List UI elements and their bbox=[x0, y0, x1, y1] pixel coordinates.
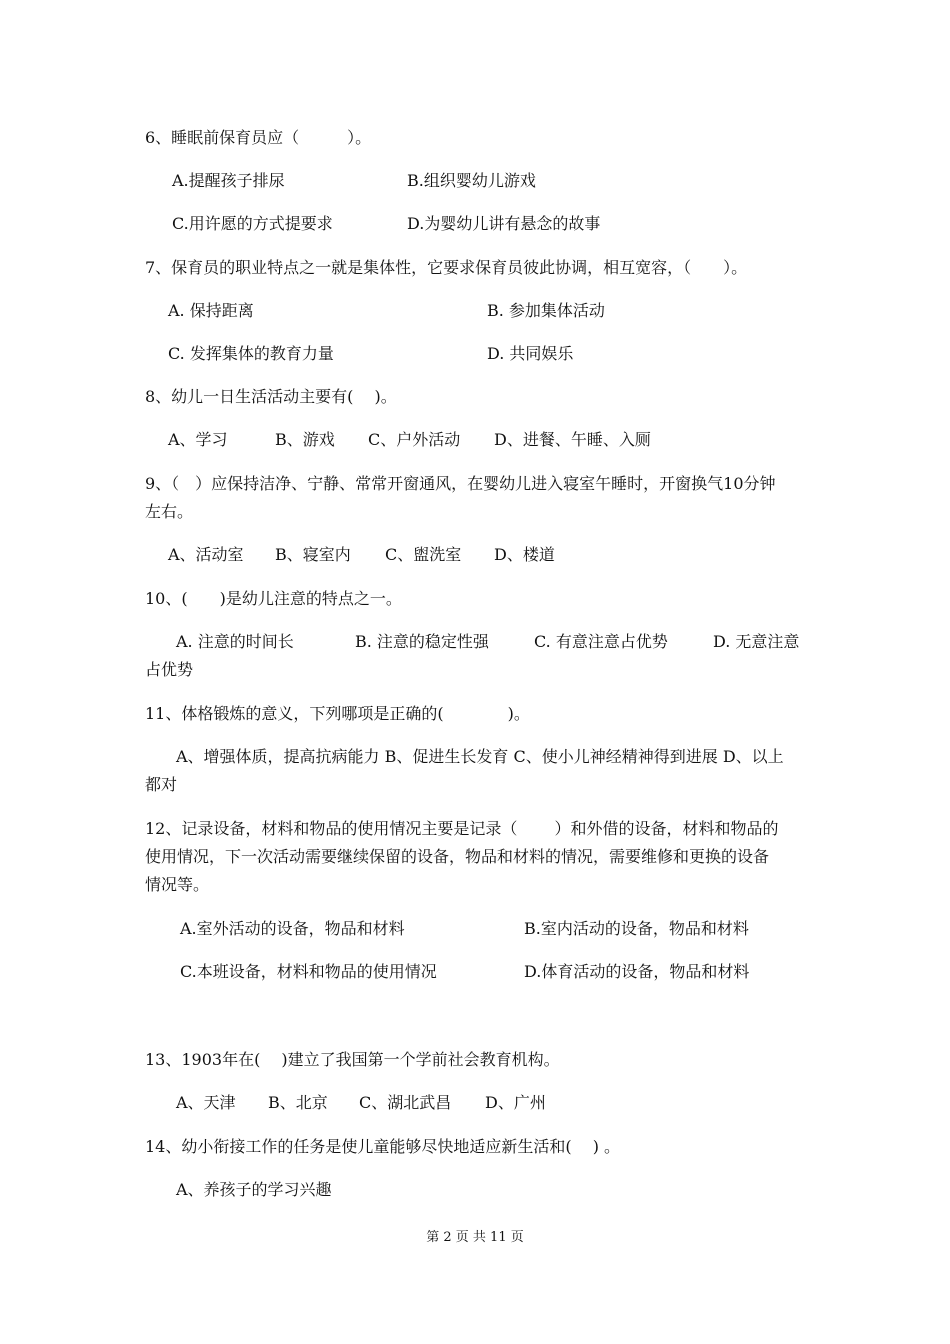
question-6-option-c: C.用许愿的方式提要求 bbox=[172, 214, 333, 233]
question-6-option-d: D.为婴幼儿讲有悬念的故事 bbox=[407, 214, 601, 233]
question-8-option-a: A、学习 bbox=[168, 430, 228, 449]
question-12-stem-line-3: 情况等。 bbox=[145, 875, 210, 894]
question-11-options-line-1: A、增强体质，提高抗病能力 B、促进生长发育 C、使小儿神经精神得到进展 D、以上 bbox=[176, 747, 784, 766]
question-9-option-b: B、寝室内 bbox=[275, 545, 351, 564]
question-7-stem: 7、保育员的职业特点之一就是集体性，它要求保育员彼此协调，相互宽容，（ ）。 bbox=[145, 258, 748, 277]
question-12-option-d: D.体育活动的设备，物品和材料 bbox=[524, 962, 750, 981]
question-14-stem: 14、幼小衔接工作的任务是使儿童能够尽快地适应新生活和( ) 。 bbox=[145, 1137, 621, 1156]
question-9-option-c: C、盥洗室 bbox=[385, 545, 462, 564]
question-8-option-c: C、户外活动 bbox=[368, 430, 461, 449]
question-9-stem-line-1: 9、（ ）应保持洁净、宁静、常常开窗通风，在婴幼儿进入寝室午睡时，开窗换气10分钟 bbox=[145, 474, 776, 493]
question-6-option-a: A.提醒孩子排尿 bbox=[172, 171, 285, 190]
question-7-option-c: C. 发挥集体的教育力量 bbox=[168, 344, 334, 363]
question-13-stem: 13、1903年在( )建立了我国第一个学前社会教育机构。 bbox=[145, 1050, 560, 1069]
question-6-option-b: B.组织婴幼儿游戏 bbox=[407, 171, 536, 190]
question-14-option-a: A、养孩子的学习兴趣 bbox=[176, 1180, 332, 1199]
question-6-stem: 6、睡眠前保育员应（ ）。 bbox=[145, 128, 372, 147]
question-9-option-a: A、活动室 bbox=[168, 545, 244, 564]
question-12-option-b: B.室内活动的设备，物品和材料 bbox=[524, 919, 749, 938]
question-12-stem-line-1: 12、记录设备，材料和物品的使用情况主要是记录（ ）和外借的设备，材料和物品的 bbox=[145, 819, 779, 838]
question-8-stem: 8、幼儿一日生活活动主要有( )。 bbox=[145, 387, 397, 406]
question-8-option-b: B、游戏 bbox=[275, 430, 335, 449]
question-11-options-line-2: 都对 bbox=[145, 775, 178, 794]
question-10-option-c: C. 有意注意占优势 bbox=[534, 632, 668, 651]
question-9-stem-line-2: 左右。 bbox=[145, 502, 194, 521]
question-12-stem-line-2: 使用情况，下一次活动需要继续保留的设备，物品和材料的情况，需要维修和更换的设备 bbox=[145, 847, 770, 866]
page-number-footer: 第 2 页 共 11 页 bbox=[426, 1230, 524, 1245]
question-13-option-d: D、广州 bbox=[485, 1093, 546, 1112]
question-12-option-c: C.本班设备，材料和物品的使用情况 bbox=[180, 962, 437, 981]
question-10-option-b: B. 注意的稳定性强 bbox=[355, 632, 489, 651]
question-13-option-a: A、天津 bbox=[176, 1093, 236, 1112]
question-10-option-a: A. 注意的时间长 bbox=[176, 632, 294, 651]
question-10-stem: 10、( )是幼儿注意的特点之一。 bbox=[145, 589, 402, 608]
question-13-option-c: C、湖北武昌 bbox=[359, 1093, 452, 1112]
question-10-option-d: D. 无意注意 bbox=[713, 632, 800, 651]
question-7-option-b: B. 参加集体活动 bbox=[487, 301, 605, 320]
question-11-stem: 11、体格锻炼的意义，下列哪项是正确的( )。 bbox=[145, 704, 530, 723]
question-7-option-d: D. 共同娱乐 bbox=[487, 344, 574, 363]
question-7-option-a: A. 保持距离 bbox=[168, 301, 254, 320]
question-13-option-b: B、北京 bbox=[268, 1093, 328, 1112]
question-9-option-d: D、楼道 bbox=[494, 545, 555, 564]
question-8-option-d: D、进餐、午睡、入厕 bbox=[494, 430, 651, 449]
question-10-option-d-wrap: 占优势 bbox=[145, 660, 194, 679]
question-12-option-a: A.室外活动的设备，物品和材料 bbox=[180, 919, 405, 938]
